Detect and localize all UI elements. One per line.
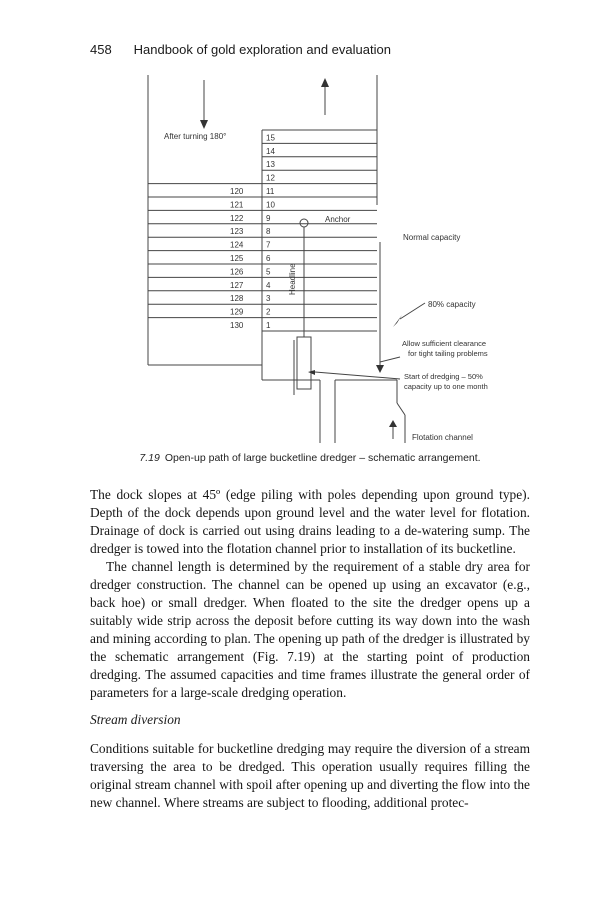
strip-number-2: 2 xyxy=(266,307,271,317)
after-turning-label: After turning 180° xyxy=(164,132,227,141)
dredger-hull xyxy=(297,337,311,389)
paragraph-channel: The channel length is determined by the requirement of a stable dry area for dredger construction. The channel can be opened up using an excavator (e.g., back hoe) or small dredger. When floated to the site the dredger opens up a suitably wide strip across the deposit before cutting its way down into the wash and mining according to plan. The opening up path of the dredger is illustrated by the schematic arrangement (Fig. 7.19) at the starting point of production dredging. The assumed capacities and time frames illustrate the general order of parameters for a large-scale dredging operation. xyxy=(90,559,530,700)
left-strip-number-120: 120 xyxy=(230,187,244,196)
strip-number-3: 3 xyxy=(266,294,271,304)
paragraph-stream: Conditions suitable for bucketline dredging may require the diversion of a stream traversing the area to be dredged. This operation usually requires filling the original stream channel with spoil after opening up and diverting the flow into the new channel. Where streams are subject to flooding, additional protec- xyxy=(90,741,530,810)
anchor-marker xyxy=(300,219,308,227)
flotation-label: Flotation channel xyxy=(412,433,473,442)
clearance-label-2: for tight tailing problems xyxy=(408,349,488,358)
dredger-schematic xyxy=(110,75,540,445)
eighty-arrowhead-icon xyxy=(393,315,402,327)
left-strip-number-130: 130 xyxy=(230,321,244,330)
clearance-pointer xyxy=(380,357,400,362)
strip-number-10: 10 xyxy=(266,200,275,210)
left-strip-number-128: 128 xyxy=(230,294,244,304)
normal-capacity-label: Normal capacity xyxy=(403,233,461,242)
left-strip-number-129: 129 xyxy=(230,307,244,317)
left-strip-number-121: 121 xyxy=(230,200,244,210)
flotation-step-slope xyxy=(397,403,405,415)
strip-number-14: 14 xyxy=(266,146,275,156)
strip-number-13: 13 xyxy=(266,160,275,170)
eighty-capacity-label: 80% capacity xyxy=(428,300,476,309)
body-paragraph-stream-wrap xyxy=(90,740,530,812)
strip-number-7: 7 xyxy=(266,240,271,250)
section-heading: Stream diversion xyxy=(90,712,181,727)
figure-caption xyxy=(90,452,530,464)
clearance-label-1: Allow sufficient clearance xyxy=(402,339,487,348)
paragraph-dock: The dock slopes at 45º (edge piling with poles depending upon ground type). Depth of the dock depends upon ground level and the water level for flotation. Drainage of dock is carried out using drains leading to a de-watering sump. The dredger is towed into the flotation channel prior to installation of its bucketline. xyxy=(90,487,530,556)
figure-7-19 xyxy=(110,75,540,445)
left-strip-number-124: 124 xyxy=(230,240,244,250)
up-arrowhead-icon xyxy=(321,78,329,87)
strip-number-1: 1 xyxy=(266,321,271,330)
running-title: Handbook of gold exploration and evaluation xyxy=(133,42,391,57)
caption-text: Open-up path of large bucketline dredger – schematic arrangement. xyxy=(164,452,481,464)
strip-number-11: 11 xyxy=(266,187,275,196)
page-number: 458 xyxy=(90,42,112,57)
left-strip-number-125: 125 xyxy=(230,254,244,263)
start-label-2: capacity up to one month xyxy=(404,382,488,391)
strip-number-5: 5 xyxy=(266,267,271,277)
normal-capacity-arrowhead-icon xyxy=(376,365,384,373)
strip-number-9: 9 xyxy=(266,213,271,223)
figure-number: 7.19 xyxy=(139,452,160,464)
left-strip-number-123: 123 xyxy=(230,227,244,237)
strip-number-12: 12 xyxy=(266,173,275,183)
page-header xyxy=(90,42,520,57)
down-arrowhead-icon xyxy=(200,120,208,129)
start-label-1: Start of dredging – 50% xyxy=(404,372,483,381)
left-strip-number-122: 122 xyxy=(230,213,244,223)
anchor-label: Anchor xyxy=(325,215,351,224)
body-paragraphs xyxy=(90,486,530,702)
strip-number-15: 15 xyxy=(266,133,275,143)
strip-number-8: 8 xyxy=(266,227,271,237)
strip-number-6: 6 xyxy=(266,254,271,263)
strip-number-4: 4 xyxy=(266,280,271,290)
flotation-arrowhead-icon xyxy=(389,420,397,427)
left-strip-number-127: 127 xyxy=(230,280,244,290)
headline-label: Headline xyxy=(288,263,297,295)
eighty-capacity-pointer xyxy=(400,303,425,319)
left-strip-number-126: 126 xyxy=(230,267,244,277)
start-pointer xyxy=(315,372,400,379)
